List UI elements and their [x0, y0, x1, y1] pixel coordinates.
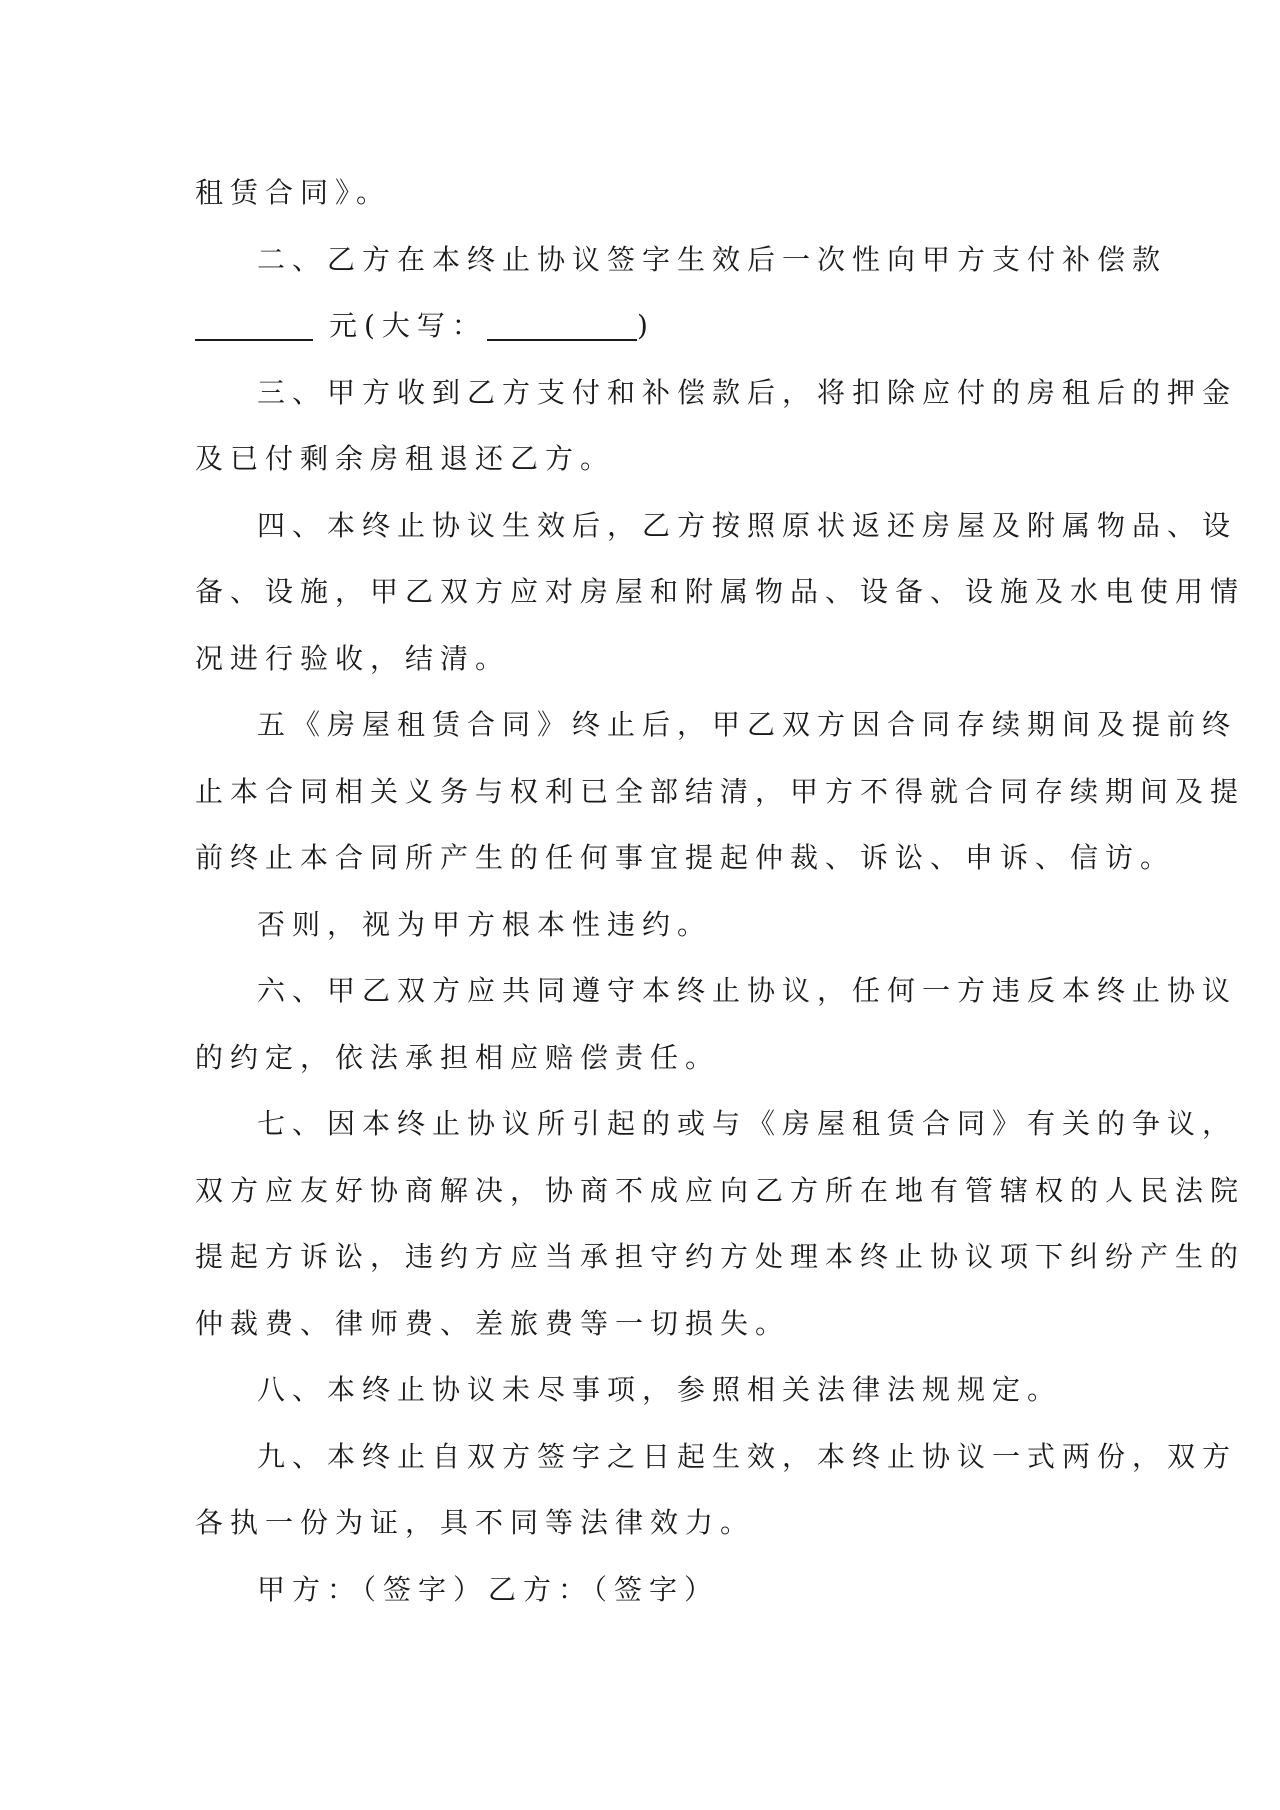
clause-3-line-1: 三、甲方收到乙方支付和补偿款后，将扣除应付的房租后的押金	[257, 375, 1238, 409]
close-paren: )	[636, 309, 655, 342]
text-line: 租赁合同》。	[195, 176, 392, 209]
clause-3-line-2: 及已付剩余房租退还乙方。	[195, 442, 616, 475]
clause-6-line-1: 六、甲乙双方应共同遵守本终止协议，任何一方违反本终止协议	[257, 974, 1238, 1007]
clause-2-line-1: 二、乙方在本终止协议签字生效后一次性向甲方支付补偿款	[257, 242, 1168, 276]
clause-7-line-3: 提起方诉讼，违约方应当承担守约方处理本终止协议项下纠纷产生的	[195, 1240, 1246, 1273]
clause-2-amount-line	[195, 293, 1090, 360]
amount-uppercase-blank	[487, 307, 637, 341]
clause-4-line-2: 备、设施，甲乙双方应对房屋和附属物品、设备、设施及水电使用情	[195, 575, 1246, 608]
clause-7-line-1: 七、因本终止协议所引起的或与《房屋租赁合同》有关的争议，	[257, 1107, 1238, 1140]
yuan-label: 元(大写：	[329, 309, 487, 342]
clause-5-line-1: 五《房屋租赁合同》终止后，甲乙双方因合同存续期间及提前终	[257, 708, 1238, 741]
clause-7-line-2: 双方应友好协商解决，协商不成应向乙方所在地有管辖权的人民法院	[195, 1173, 1246, 1207]
signature-line: 甲方：（签字）乙方：（签字）	[257, 1572, 720, 1606]
clause-9-line-2: 各执一份为证，具不同等法律效力。	[195, 1506, 756, 1539]
amount-blank	[195, 307, 313, 341]
clause-5-line-4: 否则，视为甲方根本性违约。	[257, 907, 713, 941]
clause-8-line-1: 八、本终止协议未尽事项，参照相关法律法规规定。	[257, 1373, 1063, 1406]
clause-4-line-1: 四、本终止协议生效后，乙方按照原状返还房屋及附属物品、设	[257, 508, 1238, 542]
clause-5-line-3: 前终止本合同所产生的任何事宜提起仲裁、诉讼、申诉、信访。	[195, 841, 1176, 874]
clause-7-line-4: 仲裁费、律师费、差旅费等一切损失。	[195, 1306, 791, 1340]
clause-6-line-2: 的约定，依法承担相应赔偿责任。	[195, 1040, 721, 1074]
clause-9-line-1: 九、本终止自双方签字之日起生效，本终止协议一式两份，双方	[257, 1439, 1238, 1473]
clause-4-line-3: 况进行验收，结清。	[195, 641, 511, 675]
contract-body	[195, 160, 1246, 1623]
clause-5-line-2: 止本合同相关义务与权利已全部结清，甲方不得就合同存续期间及提	[195, 774, 1246, 808]
